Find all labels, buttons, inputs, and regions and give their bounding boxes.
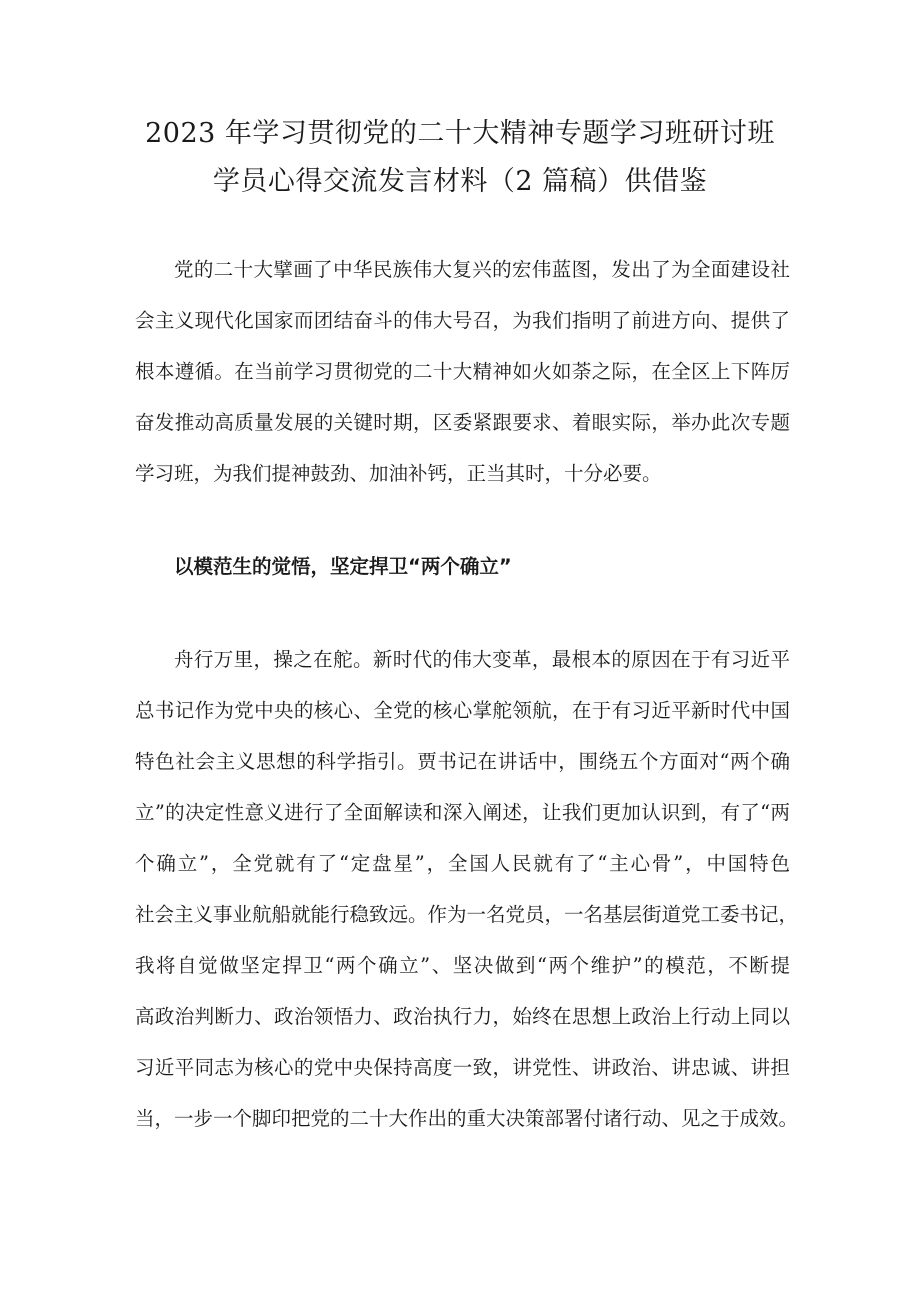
paragraph-line: 特色社会主义思想的科学指引。贾书记在讲话中，围绕五个方面对“两个确 bbox=[135, 750, 790, 773]
paragraph-line: 总书记作为党中央的核心、全党的核心掌舵领航，在于有习近平新时代中国 bbox=[135, 699, 790, 722]
paragraph-line: 高政治判断力、政治领悟力、政治执行力，始终在思想上政治上行动上同以 bbox=[135, 1005, 790, 1028]
paragraph-line: 奋发推动高质量发展的关键时期，区委紧跟要求、着眼实际，举办此次专题 bbox=[135, 411, 790, 434]
paragraph-line: 立”的决定性意义进行了全面解读和深入阐述，让我们更加认识到，有了“两 bbox=[135, 801, 790, 824]
paragraph-line: 会主义现代化国家而团结奋斗的伟大号召，为我们指明了前进方向、提供了 bbox=[135, 309, 790, 332]
paragraph-line: 当，一步一个脚印把党的二十大作出的重大决策部署付诸行动、见之于成效。 bbox=[135, 1107, 799, 1130]
document-title-line-1: 2023 年学习贯彻党的二十大精神专题学习班研讨班 bbox=[145, 118, 775, 149]
paragraph-line: 舟行万里，操之在舵。新时代的伟大变革，最根本的原因在于有习近平 bbox=[174, 648, 790, 671]
paragraph-line: 个确立”，全党就有了“定盘星”，全国人民就有了“主心骨”，中国特色 bbox=[135, 852, 790, 875]
section-heading: 以模范生的觉悟，坚定捍卫“两个确立” bbox=[174, 555, 512, 578]
paragraph-line: 学习班，为我们提神鼓劲、加油补钙，正当其时，十分必要。 bbox=[135, 462, 662, 485]
document-title-line-2: 学员心得交流发言材料（2 篇稿）供借鉴 bbox=[212, 166, 708, 197]
paragraph-line: 党的二十大擘画了中华民族伟大复兴的宏伟蓝图，发出了为全面建设社 bbox=[174, 258, 790, 281]
paragraph-line: 社会主义事业航船就能行稳致远。作为一名党员，一名基层街道党工委书记， bbox=[135, 903, 799, 926]
paragraph-line: 我将自觉做坚定捍卫“两个确立”、坚决做到“两个维护”的模范，不断提 bbox=[135, 954, 790, 977]
paragraph-line: 根本遵循。在当前学习贯彻党的二十大精神如火如荼之际，在全区上下阵厉 bbox=[135, 360, 790, 383]
paragraph-line: 习近平同志为核心的党中央保持高度一致，讲党性、讲政治、讲忠诚、讲担 bbox=[135, 1056, 790, 1079]
